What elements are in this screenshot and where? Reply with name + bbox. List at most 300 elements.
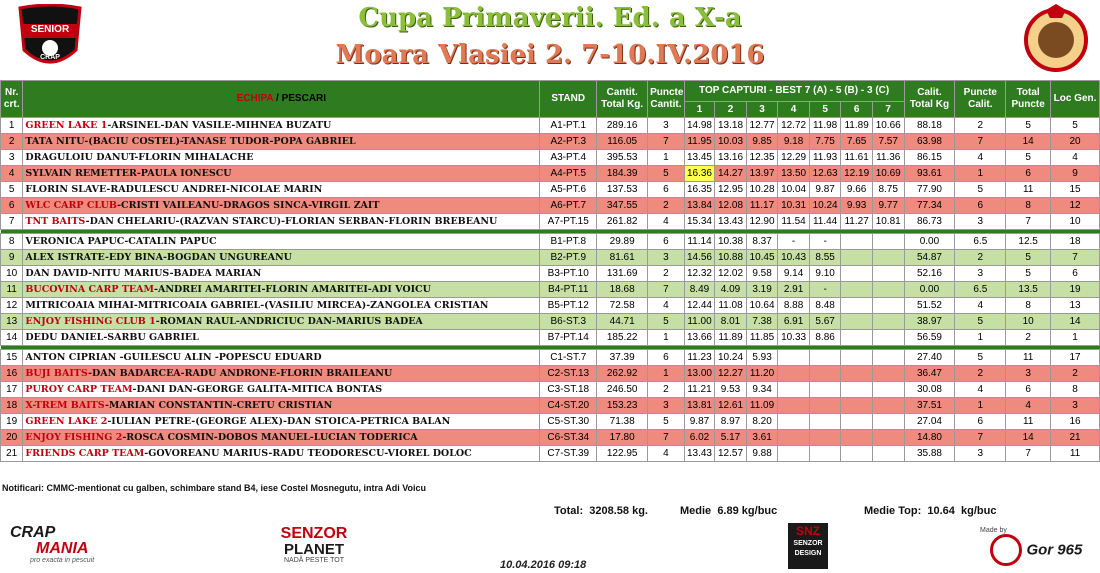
table-row [1,134,1100,150]
cell-top-capture: 11.27 [841,214,873,230]
cell-total-puncte: 12.5 [1006,234,1051,250]
cell-top-capture [841,350,873,366]
cell-top-capture: 8.88 [778,298,810,314]
cell-top-capture: 12.29 [778,150,810,166]
cell-top-capture [841,282,873,298]
cell-puncte-calit: 4 [955,298,1006,314]
cell-cantit: 72.58 [597,298,648,314]
cell-top-capture [872,350,904,366]
cell-top-capture: 13.66 [684,330,715,346]
cell-calit: 86.73 [904,214,955,230]
cell-team [23,214,540,230]
cell-top-capture [872,250,904,266]
header-top-col: 6 [841,102,873,118]
cell-puncte-calit: 1 [955,330,1006,346]
cell-total-puncte: 8 [1006,298,1051,314]
cell-cantit: 395.53 [597,150,648,166]
cell-stand: C6-ST.34 [540,430,597,446]
cell-puncte-calit: 4 [955,382,1006,398]
cell-top-capture: 13.84 [684,198,715,214]
cell-puncte-calit: 2 [955,118,1006,134]
cell-top-capture [809,366,841,382]
cell-total-puncte: 5 [1006,266,1051,282]
cell-stand: C1-ST.7 [540,350,597,366]
cell-top-capture: 8.37 [746,234,778,250]
cell-top-capture: 12.95 [715,182,747,198]
cell-top-capture: 9.88 [746,446,778,462]
cell-team [23,414,540,430]
cell-top-capture: 16.36 [684,166,715,182]
cell-total-puncte: 5 [1006,118,1051,134]
cell-calit: 27.40 [904,350,955,366]
cell-top-capture [872,298,904,314]
table-row [1,382,1100,398]
cell-top-capture [872,446,904,462]
cell-total-puncte: 4 [1006,398,1051,414]
cell-puncte-calit: 6.5 [955,282,1006,298]
cell-puncte-calit: 3 [955,214,1006,230]
cell-calit: 36.47 [904,366,955,382]
cell-top-capture: 9.87 [809,182,841,198]
cell-team [23,198,540,214]
cell-top-capture: 13.97 [746,166,778,182]
cell-calit: 86.15 [904,150,955,166]
cell-top-capture: 9.93 [841,198,873,214]
header-cantit: Cantit. Total Kg. [597,81,648,118]
cell-puncte-cantit: 5 [648,414,685,430]
cell-puncte-calit: 5 [955,314,1006,330]
cell-loc: 8 [1051,382,1100,398]
cell-top-capture: 12.61 [715,398,747,414]
cell-loc: 18 [1051,234,1100,250]
cell-top-capture [841,398,873,414]
cell-top-capture: 12.19 [841,166,873,182]
cell-nr: 9 [1,250,23,266]
anglers: -CRISTI VAILEANU-DRAGOS SINCA-VIRGIL ZAIT [117,200,380,211]
cell-loc: 13 [1051,298,1100,314]
cell-nr: 7 [1,214,23,230]
cell-total-puncte: 6 [1006,166,1051,182]
cell-top-capture: 3.19 [746,282,778,298]
footnote: Notificari: CMMC-mentionat cu galben, schimbare stand B4, iese Costel Mosnegutu, intra Adi Voicu [2,483,427,493]
table-row [1,118,1100,134]
cell-nr: 11 [1,282,23,298]
cell-top-capture [778,366,810,382]
cell-top-capture [841,382,873,398]
cell-loc: 11 [1051,446,1100,462]
cell-puncte-cantit: 3 [648,250,685,266]
header-puncte-calit: Puncte Calit. [955,81,1006,118]
cell-nr: 8 [1,234,23,250]
cell-cantit: 184.39 [597,166,648,182]
cell-calit: 88.18 [904,118,955,134]
cell-top-capture: 11.44 [809,214,841,230]
cell-puncte-cantit: 5 [648,166,685,182]
cell-nr: 14 [1,330,23,346]
cell-top-capture: 14.56 [684,250,715,266]
cell-calit: 35.88 [904,446,955,462]
cell-top-capture: 13.50 [778,166,810,182]
table-row [1,150,1100,166]
anglers: -DAN CHELARIU-(RAZVAN STARCU)-FLORIAN SERBAN-FLORIN BREBEANU [85,216,498,227]
table-row [1,314,1100,330]
cell-stand: A5-PT.6 [540,182,597,198]
cell-nr: 17 [1,382,23,398]
cell-top-capture: 13.45 [684,150,715,166]
cell-cantit: 137.53 [597,182,648,198]
anglers: DEDU DANIEL-SARBU GABRIEL [25,332,199,343]
cell-loc: 16 [1051,414,1100,430]
gor-circle-icon [990,534,1022,566]
cell-loc: 15 [1051,182,1100,198]
cell-top-capture: 11.36 [872,150,904,166]
cell-cantit: 185.22 [597,330,648,346]
cell-top-capture [841,414,873,430]
cell-top-capture: 11.09 [746,398,778,414]
cell-team [23,234,540,250]
cell-top-capture: 5.67 [809,314,841,330]
header-total-puncte: Total Puncte [1006,81,1051,118]
cell-calit: 54.87 [904,250,955,266]
cell-top-capture: 11.23 [684,350,715,366]
table-row [1,298,1100,314]
table-row [1,282,1100,298]
cell-top-capture [778,350,810,366]
cell-top-capture: 9.34 [746,382,778,398]
header-top-col: 2 [715,102,747,118]
cell-puncte-cantit: 3 [648,118,685,134]
anglers: VERONICA PAPUC-CATALIN PAPUC [25,236,217,247]
cell-top-capture: 15.34 [684,214,715,230]
cell-top-capture [778,382,810,398]
cell-top-capture: 11.61 [841,150,873,166]
cell-top-capture: 10.38 [715,234,747,250]
header-puncte-cantit: Puncte Cantit. [648,81,685,118]
cell-calit: 37.51 [904,398,955,414]
cell-top-capture [809,430,841,446]
cell-calit: 52.16 [904,266,955,282]
team-name: BUCOVINA CARP TEAM [25,284,155,295]
header-top-col: 3 [746,102,778,118]
logo-left-sub: CRAP [40,54,60,61]
cell-puncte-cantit: 4 [648,446,685,462]
team-name: GREEN LAKE 2 [25,416,108,427]
cell-top-capture [872,382,904,398]
cell-top-capture: 12.77 [746,118,778,134]
cell-puncte-cantit: 2 [648,198,685,214]
cell-top-capture: 12.44 [684,298,715,314]
cell-nr: 12 [1,298,23,314]
cell-nr: 10 [1,266,23,282]
cell-top-capture: 9.53 [715,382,747,398]
anglers: -ANDREI AMARITEI-FLORIN AMARITEI-ADI VOICU [154,284,431,295]
cell-total-puncte: 8 [1006,198,1051,214]
cell-top-capture [778,398,810,414]
cell-stand: A7-PT.15 [540,214,597,230]
cell-top-capture: 11.89 [841,118,873,134]
table-row [1,430,1100,446]
cell-cantit: 261.82 [597,214,648,230]
cell-top-capture: 13.43 [715,214,747,230]
cell-top-capture: 12.63 [809,166,841,182]
cell-calit: 0.00 [904,234,955,250]
table-row [1,350,1100,366]
cell-puncte-cantit: 2 [648,382,685,398]
table-row [1,414,1100,430]
cell-top-capture [841,430,873,446]
cell-top-capture: 8.97 [715,414,747,430]
cell-puncte-calit: 6 [955,198,1006,214]
table-row [1,366,1100,382]
title-line2: Moara Vlasiei 2. 7-10.IV.2016 [335,40,765,70]
cell-puncte-cantit: 7 [648,134,685,150]
cell-top-capture: 14.27 [715,166,747,182]
cell-top-capture: 8.48 [809,298,841,314]
header-top-col: 1 [684,102,715,118]
cell-calit: 27.04 [904,414,955,430]
cell-top-capture [872,266,904,282]
cell-top-capture: 11.54 [778,214,810,230]
cell-puncte-cantit: 6 [648,234,685,250]
cell-top-capture: - [778,234,810,250]
cell-nr: 4 [1,166,23,182]
cell-top-capture: 9.77 [872,198,904,214]
cell-top-capture: 10.66 [872,118,904,134]
cell-top-capture: 12.27 [715,366,747,382]
cell-top-capture: - [809,282,841,298]
cell-loc: 4 [1051,150,1100,166]
cell-top-capture: 5.17 [715,430,747,446]
cell-cantit: 116.05 [597,134,648,150]
cell-puncte-calit: 3 [955,446,1006,462]
cell-top-capture [778,430,810,446]
cell-stand: B2-PT.9 [540,250,597,266]
cell-calit: 77.90 [904,182,955,198]
cell-cantit: 246.50 [597,382,648,398]
cell-loc: 7 [1051,250,1100,266]
cell-top-capture: 3.61 [746,430,778,446]
anglers: -DAN BADARCEA-RADU ANDRONE-FLORIN BRAILEANU [88,368,393,379]
cell-total-puncte: 5 [1006,250,1051,266]
cell-nr: 1 [1,118,23,134]
cell-top-capture [841,298,873,314]
header-calit: Calit. Total Kg [904,81,955,118]
cell-total-puncte: 3 [1006,366,1051,382]
cell-nr: 3 [1,150,23,166]
logo-left-text: SENIOR [30,24,70,35]
cell-loc: 12 [1051,198,1100,214]
cell-team [23,266,540,282]
cell-top-capture: 10.81 [872,214,904,230]
table-row [1,446,1100,462]
cell-top-capture: 8.75 [872,182,904,198]
cell-top-capture [841,366,873,382]
header-top-capturi: TOP CAPTURI - BEST 7 (A) - 5 (B) - 3 (C) [684,81,904,102]
cell-cantit: 122.95 [597,446,648,462]
cell-calit: 51.52 [904,298,955,314]
cell-cantit: 18.68 [597,282,648,298]
table-row [1,330,1100,346]
cell-puncte-cantit: 1 [648,330,685,346]
cell-stand: C4-ST.20 [540,398,597,414]
cell-nr: 16 [1,366,23,382]
anglers: ANTON CIPRIAN -GUILESCU ALIN -POPESCU EDUARD [25,352,322,363]
cell-total-puncte: 7 [1006,446,1051,462]
cell-team [23,398,540,414]
cell-top-capture: 9.58 [746,266,778,282]
cell-team [23,298,540,314]
team-name: TNT BAITS [25,216,86,227]
cell-puncte-cantit: 5 [648,314,685,330]
average-top: Medie Top: 10.64 kg/buc [864,505,997,517]
cell-cantit: 44.71 [597,314,648,330]
cell-top-capture [809,398,841,414]
cell-top-capture: 11.00 [684,314,715,330]
cell-top-capture: 8.49 [684,282,715,298]
cell-puncte-cantit: 4 [648,214,685,230]
total-weight: Total: 3208.58 kg. [554,505,648,517]
table-row [1,398,1100,414]
cell-top-capture: 11.21 [684,382,715,398]
cell-top-capture: 13.43 [684,446,715,462]
cell-top-capture: 12.72 [778,118,810,134]
team-name: BUJI BAITS [25,368,89,379]
cell-team [23,314,540,330]
cell-top-capture: 12.57 [715,446,747,462]
cell-team [23,382,540,398]
cell-stand: B6-ST.3 [540,314,597,330]
cell-calit: 30.08 [904,382,955,398]
cell-nr: 6 [1,198,23,214]
cell-top-capture: 6.91 [778,314,810,330]
cell-top-capture [809,414,841,430]
crap-mania-logo: CRAP MANIA pro exacta in pescuit [10,524,95,564]
cell-top-capture: 10.69 [872,166,904,182]
cell-top-capture: 13.81 [684,398,715,414]
cell-nr: 15 [1,350,23,366]
cell-cantit: 71.38 [597,414,648,430]
cell-top-capture: 7.65 [841,134,873,150]
cell-top-capture [841,446,873,462]
cell-top-capture [872,414,904,430]
cell-top-capture: 5.93 [746,350,778,366]
cell-top-capture: 7.75 [809,134,841,150]
team-name: X-TREM BAITS [25,400,105,411]
cell-top-capture [809,382,841,398]
cell-total-puncte: 10 [1006,314,1051,330]
cell-calit: 56.59 [904,330,955,346]
senzor-planet-logo: SENZOR PLANET NADĂ PESTE TOT [280,525,348,564]
cell-stand: B7-PT.14 [540,330,597,346]
cell-total-puncte: 11 [1006,350,1051,366]
cell-puncte-calit: 6 [955,414,1006,430]
cell-top-capture: 13.18 [715,118,747,134]
cell-top-capture [841,314,873,330]
cell-top-capture: 9.18 [778,134,810,150]
cell-top-capture: 10.28 [746,182,778,198]
cell-puncte-cantit: 4 [648,298,685,314]
results-table [0,80,1100,462]
cell-stand: A2-PT.3 [540,134,597,150]
cell-top-capture: 8.86 [809,330,841,346]
cell-calit: 77.34 [904,198,955,214]
cell-puncte-calit: 1 [955,166,1006,182]
cell-top-capture [841,266,873,282]
cell-loc: 10 [1051,214,1100,230]
cell-top-capture: 7.57 [872,134,904,150]
cell-puncte-cantit: 2 [648,266,685,282]
cell-top-capture: 11.98 [809,118,841,134]
anglers: ALEX ISTRATE-EDY BINA-BOGDAN UNGUREANU [25,252,292,263]
cell-cantit: 17.80 [597,430,648,446]
cell-calit: 63.98 [904,134,955,150]
cell-top-capture: 4.09 [715,282,747,298]
anglers: FLORIN SLAVE-RADULESCU ANDREI-NICOLAE MARIN [25,184,323,195]
cell-calit: 0.00 [904,282,955,298]
cell-top-capture: 10.64 [746,298,778,314]
header-echipa: ECHIPA / PESCARI [23,81,540,118]
cell-loc: 20 [1051,134,1100,150]
cell-team [23,446,540,462]
table-row [1,198,1100,214]
cell-top-capture: 12.08 [715,198,747,214]
cell-puncte-cantit: 1 [648,150,685,166]
anglers: DAN DAVID-NITU MARIUS-BADEA MARIAN [25,268,262,279]
cell-loc: 17 [1051,350,1100,366]
team-name: FRIENDS CARP TEAM [25,448,145,459]
header-top-col: 7 [872,102,904,118]
cell-total-puncte: 14 [1006,430,1051,446]
cell-top-capture [872,366,904,382]
cell-top-capture: 12.90 [746,214,778,230]
cell-cantit: 289.16 [597,118,648,134]
anglers: TATA NITU-(BACIU COSTEL)-TANASE TUDOR-POPA GABRIEL [25,136,356,147]
cell-top-capture: 7.38 [746,314,778,330]
cell-puncte-calit: 2 [955,366,1006,382]
print-datetime: 10.04.2016 09:18 [500,559,587,571]
cell-top-capture [841,330,873,346]
cell-top-capture [778,446,810,462]
cell-top-capture [872,330,904,346]
cell-puncte-cantit: 7 [648,430,685,446]
cell-team [23,282,540,298]
cell-top-capture [872,234,904,250]
cell-total-puncte: 5 [1006,150,1051,166]
cell-top-capture: 10.04 [778,182,810,198]
table-row [1,266,1100,282]
cell-top-capture: 12.35 [746,150,778,166]
cell-top-capture: 11.20 [746,366,778,382]
header-top-col: 5 [809,102,841,118]
cell-cantit: 262.92 [597,366,648,382]
cell-total-puncte: 11 [1006,414,1051,430]
cell-loc: 1 [1051,330,1100,346]
cell-top-capture: 9.14 [778,266,810,282]
cell-top-capture [809,350,841,366]
cell-top-capture: 11.14 [684,234,715,250]
anglers: -DANI DAN-GEORGE GALITA-MITICA BONTAS [132,384,383,395]
team-name: PUROY CARP TEAM [25,384,133,395]
cell-nr: 18 [1,398,23,414]
anglers: -ROSCA COSMIN-DOBOS MANUEL-LUCIAN TODERICA [122,432,418,443]
cell-team [23,350,540,366]
cell-top-capture [841,250,873,266]
cell-top-capture: 13.00 [684,366,715,382]
cell-top-capture: 11.93 [809,150,841,166]
cell-team [23,134,540,150]
title-line1: Cupa Primaverii. Ed. a X-a [358,3,742,33]
header-stand: STAND [540,81,597,118]
